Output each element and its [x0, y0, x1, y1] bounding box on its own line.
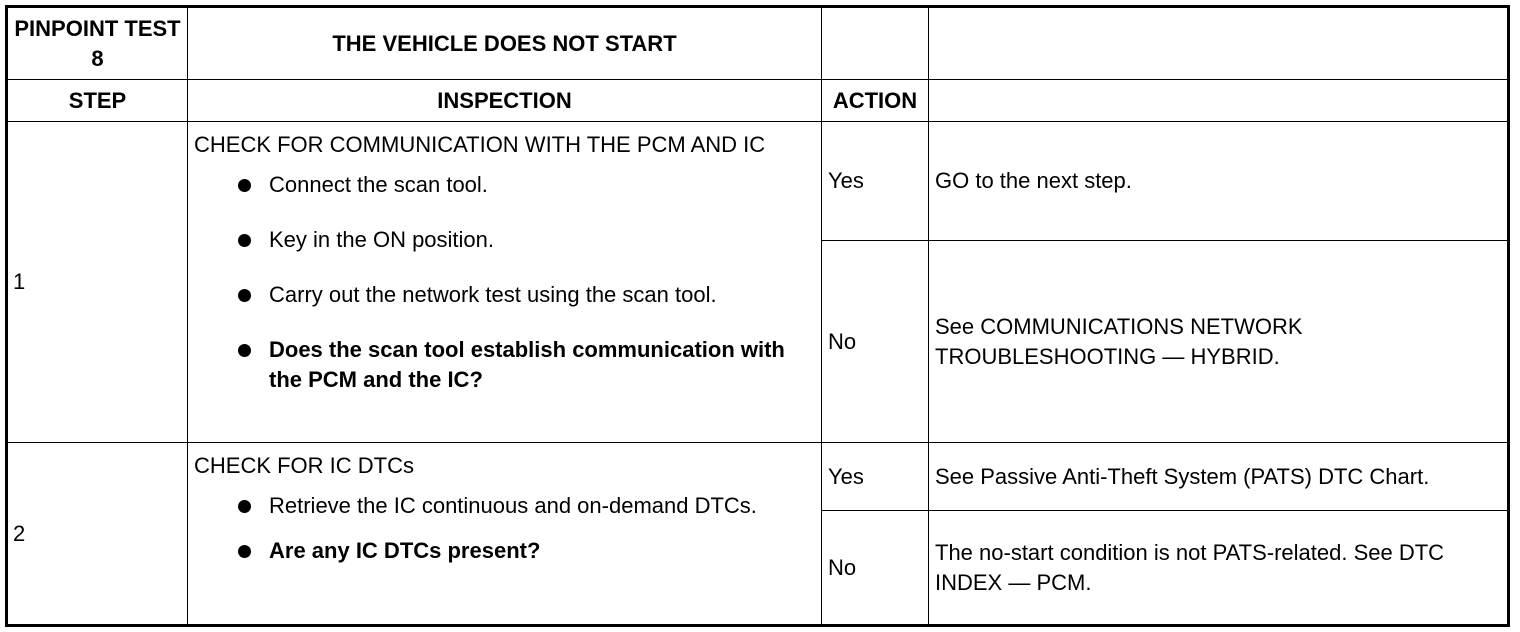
result-yes: GO to the next step.: [929, 122, 1509, 241]
list-item: Connect the scan tool.: [194, 170, 815, 200]
action-yes: Yes: [822, 443, 929, 511]
bullet-icon: [238, 344, 251, 357]
bullet-icon: [238, 500, 251, 513]
action-yes: Yes: [822, 122, 929, 241]
action-no: No: [822, 511, 929, 626]
step-inspection: [188, 443, 822, 626]
pinpoint-test-table: [5, 5, 1510, 627]
list-item-question: Does the scan tool establish communication with the PCM and the IC?: [194, 335, 815, 395]
step-number: 1: [7, 122, 188, 443]
list-item: Retrieve the IC continuous and on-demand DTCs.: [194, 491, 815, 521]
bullet-icon: [238, 545, 251, 558]
result-yes: See Passive Anti-Theft System (PATS) DTC Chart.: [929, 443, 1509, 511]
step-bullet-list: [194, 491, 815, 566]
empty-header-cell: [929, 80, 1509, 122]
result-no: See COMMUNICATIONS NETWORK TROUBLESHOOTING — HYBRID.: [929, 241, 1509, 443]
column-header-step: STEP: [7, 80, 188, 122]
list-item: Key in the ON position.: [194, 225, 815, 255]
bullet-icon: [238, 289, 251, 302]
step-number: 2: [7, 443, 188, 626]
step-bullet-list: [194, 170, 815, 395]
action-no: No: [822, 241, 929, 443]
test-title: THE VEHICLE DOES NOT START: [188, 7, 822, 80]
step-title: CHECK FOR IC DTCs: [194, 453, 414, 478]
test-label: PINPOINT TEST 8: [7, 7, 188, 80]
step-2-yes-row: [7, 443, 1509, 511]
list-item-question: Are any IC DTCs present?: [194, 536, 815, 566]
column-header-inspection: INSPECTION: [188, 80, 822, 122]
bullet-icon: [238, 179, 251, 192]
result-no: The no-start condition is not PATS-related. See DTC INDEX — PCM.: [929, 511, 1509, 626]
list-item: Carry out the network test using the scan tool.: [194, 280, 815, 310]
title-row: [7, 7, 1509, 80]
step-inspection: [188, 122, 822, 443]
empty-header-cell: [822, 7, 929, 80]
bullet-icon: [238, 234, 251, 247]
step-1-yes-row: [7, 122, 1509, 241]
column-header-action: ACTION: [822, 80, 929, 122]
empty-header-cell: [929, 7, 1509, 80]
column-header-row: [7, 80, 1509, 122]
step-title: CHECK FOR COMMUNICATION WITH THE PCM AND IC: [194, 132, 766, 157]
